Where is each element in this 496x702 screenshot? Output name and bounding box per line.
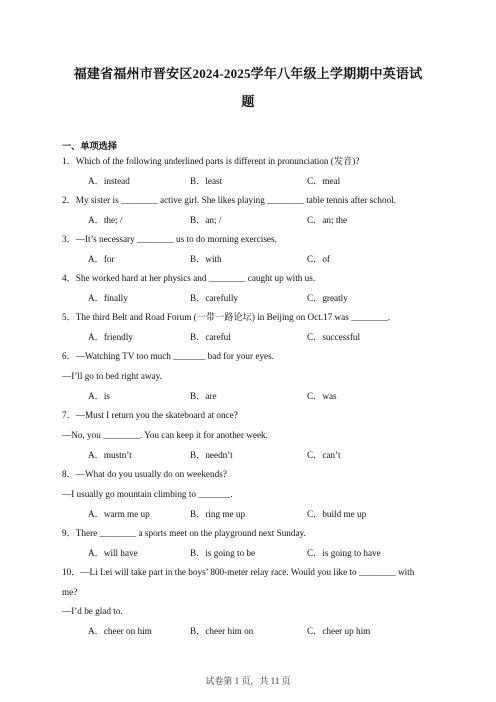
question-1-stem: 1．Which of the following underlined parts is different in pronunciation (发音)?	[62, 156, 360, 166]
question-7-option-c: C．can’t	[307, 450, 341, 460]
question-6-reply: —I’ll go to bed right away.	[62, 371, 162, 381]
section-heading: 一、单项选择	[62, 141, 118, 151]
question-7-option-a: A．mustn’t	[88, 450, 132, 460]
exam-title-line1: 福建省福州市晋安区2024-2025学年八年级上学期期中英语试	[73, 66, 423, 81]
question-9-option-a: A．will have	[88, 548, 138, 558]
question-2-option-c: C．an; the	[307, 215, 348, 225]
question-4-option-b: B．carefully	[190, 293, 238, 303]
question-1-option-a: A．instead	[88, 176, 130, 186]
question-3-option-b: B．with	[190, 254, 222, 264]
question-5-option-b: B．careful	[190, 332, 231, 342]
question-9-option-b: B．is going to be	[190, 548, 256, 558]
exam-title-line2: 题	[241, 94, 255, 109]
question-2-stem: 2．My sister is ________ active girl. She likes playing ________ table tennis after school.	[62, 195, 397, 205]
question-10-reply: —I’d be glad to.	[62, 606, 123, 616]
question-6-option-b: B．are	[190, 391, 217, 401]
question-8-option-c: C．build me up	[307, 509, 367, 519]
question-4-option-c: C．greatly	[307, 293, 348, 303]
question-6-option-a: A．is	[88, 391, 110, 401]
question-5-option-a: A．friendly	[88, 332, 133, 342]
question-2-option-a: A．the; /	[88, 215, 123, 225]
question-10-stem: 10．—Li Lei will take part in the boys’ 800-meter relay race. Would you like to ________ with	[62, 567, 415, 577]
question-6-option-c: C．was	[307, 391, 337, 401]
question-3-option-c: C．of	[307, 254, 330, 264]
question-1-option-b: B．least	[190, 176, 223, 186]
question-8-reply: —I usually go mountain climbing to _______.	[62, 489, 233, 499]
question-7-reply: —No, you ________. You can keep it for another week.	[62, 430, 268, 440]
question-3-option-a: A．for	[88, 254, 115, 264]
question-8-option-a: A．warm me up	[88, 509, 150, 519]
question-9-option-c: C．is going to have	[307, 548, 381, 558]
question-10-stem-continued: me?	[62, 587, 78, 597]
question-10-option-c: C．cheer up him	[307, 626, 371, 636]
question-7-option-b: B．needn’t	[190, 450, 233, 460]
question-2-option-b: B．an; /	[190, 215, 222, 225]
question-5-option-c: C．successful	[307, 332, 361, 342]
page-footer: 试卷第 1 页，共 11 页	[205, 676, 291, 686]
question-5-stem: 5．The third Belt and Road Forum (一带一路论坛) in Beijing on Oct.17 was ________.	[62, 312, 391, 322]
question-4-stem: 4．She worked hard at her physics and ________ caught up with us.	[62, 273, 316, 283]
question-3-stem: 3．—It’s necessary ________ us to do morning exercises.	[62, 234, 277, 244]
question-10-option-b: B．cheer him on	[190, 626, 254, 636]
question-9-stem: 9．There ________ a sports meet on the playground next Sunday.	[62, 528, 306, 538]
question-8-stem: 8．—What do you usually do on weekends?	[62, 469, 227, 479]
question-7-stem: 7．—Must I return you the skateboard at once?	[62, 410, 238, 420]
question-10-option-a: A．cheer on him	[88, 626, 152, 636]
question-8-option-b: B．ring me up	[190, 509, 246, 519]
question-4-option-a: A．finally	[88, 293, 128, 303]
question-1-option-c: C．meal	[307, 176, 341, 186]
question-6-stem: 6．—Watching TV too much _______ bad for your eyes.	[62, 351, 274, 361]
